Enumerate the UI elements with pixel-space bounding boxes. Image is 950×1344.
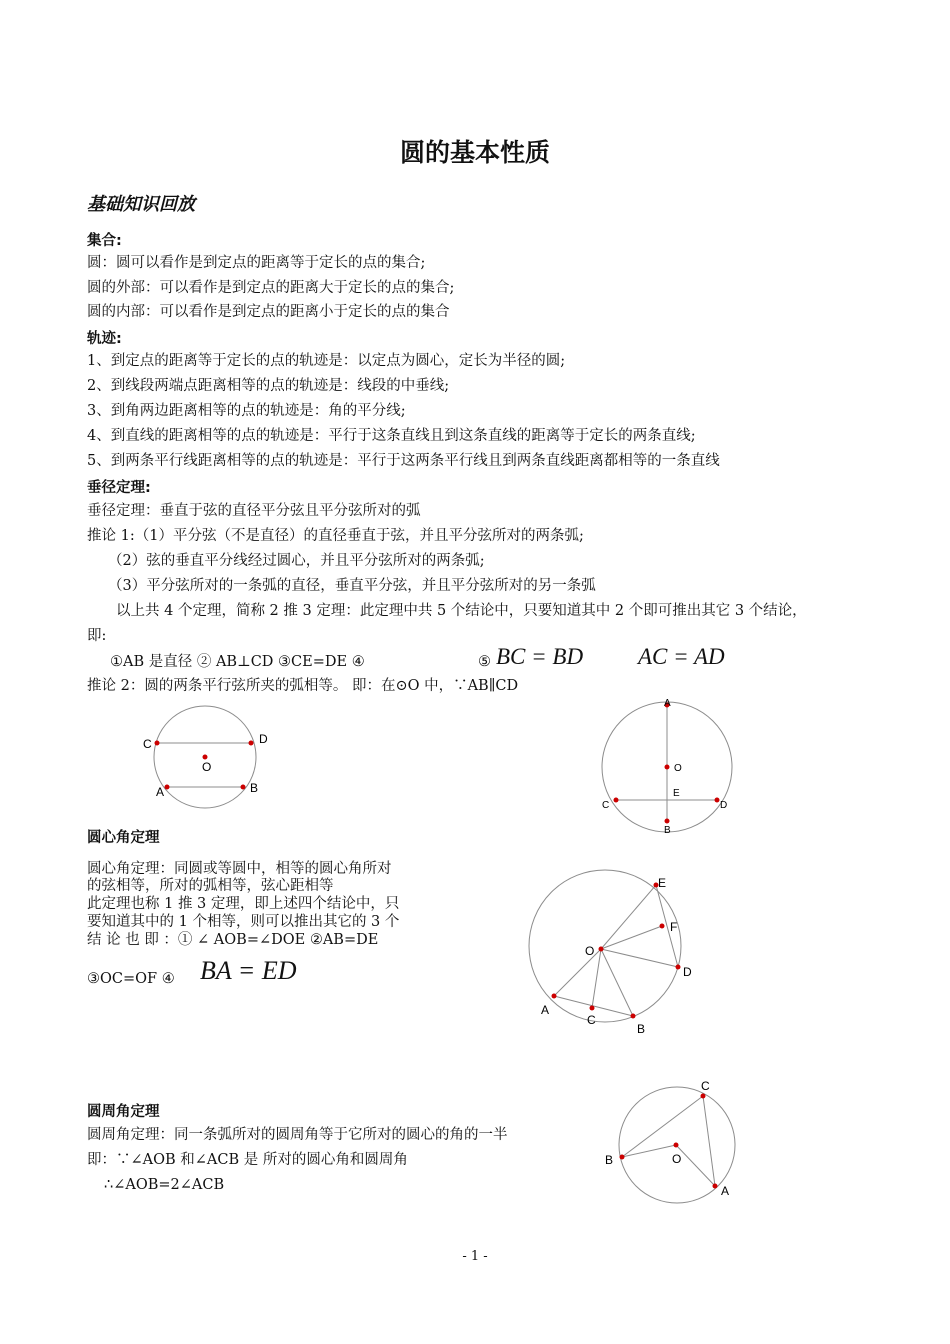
fig2-label-a: A bbox=[664, 698, 671, 709]
fig3-radius-od bbox=[601, 949, 678, 967]
central-line-1: 圆心角定理：同圆或等圆中，相等的圆心角所对 bbox=[87, 861, 392, 877]
central-last: ③OC=OF ④ bbox=[87, 971, 175, 987]
fig4-point-o bbox=[674, 1143, 679, 1148]
section-title: 基础知识回放 bbox=[87, 194, 195, 215]
fig4-label-o: O bbox=[672, 1152, 682, 1166]
perp-cond5: ⑤ bbox=[478, 654, 491, 670]
fig2-point-o bbox=[665, 765, 670, 770]
fig3-point-o bbox=[599, 947, 604, 952]
perp-line-6: 即: bbox=[87, 628, 107, 644]
fig1-label-b: B bbox=[250, 781, 259, 795]
set-line-2: 圆的外部：可以看作是到定点的距离大于定长的点的集合; bbox=[87, 280, 455, 296]
locus-line-1: 1、到定点的距离等于定长的点的轨迹是：以定点为圆心，定长为半径的圆; bbox=[87, 353, 566, 369]
fig3-radius-oe bbox=[601, 885, 656, 949]
fig4-label-b: B bbox=[605, 1153, 614, 1167]
fig4-point-b bbox=[620, 1155, 625, 1160]
perp-corollary-2: 推论 2：圆的两条平行弦所夹的弧相等。 即：在⊙O 中，∵AB∥CD bbox=[87, 678, 519, 694]
fig3-radius-of bbox=[601, 926, 662, 949]
fig4-point-a bbox=[713, 1184, 718, 1189]
perp-line-5: 以上共 4 个定理，简称 2 推 3 定理：此定理中共 5 个结论中，只要知道其中 2 个即可推出其它 3 个结论， bbox=[116, 603, 807, 619]
arc-equation-ba-ed: BA = ED bbox=[200, 956, 297, 985]
inscribed-line-2: 即：∵∠AOB 和∠ACB 是 所对的圆心角和圆周角 bbox=[87, 1152, 408, 1168]
locus-heading: 轨迹: bbox=[87, 331, 122, 347]
fig1-label-c: C bbox=[143, 737, 152, 751]
fig4-chord-ca bbox=[703, 1096, 715, 1186]
perp-line-2: 推论 1:（1）平分弦（不是直径）的直径垂直于弦，并且平分弦所对的两条弧; bbox=[87, 528, 584, 544]
locus-line-4: 4、到直线的距离相等的点的轨迹是：平行于这条直线且到这条直线的距离等于定长的两条直线; bbox=[87, 428, 696, 444]
fig2-point-b bbox=[665, 819, 670, 824]
perp-heading: 垂径定理: bbox=[87, 480, 151, 496]
perp-line-1: 垂径定理：垂直于弦的直径平分弦且平分弦所对的弧 bbox=[87, 503, 421, 519]
fig1-label-a: A bbox=[156, 785, 165, 799]
fig2-label-d: D bbox=[720, 800, 728, 811]
fig2-label-o: O bbox=[674, 763, 682, 774]
inscribed-heading: 圆周角定理 bbox=[87, 1104, 160, 1120]
arc-equation-bc-bd: BC = BD bbox=[496, 644, 584, 669]
perp-line-4: （3）平分弦所对的一条弧的直径，垂直平分弦，并且平分弦所对的另一条弧 bbox=[108, 578, 596, 594]
set-heading: 集合: bbox=[87, 233, 122, 249]
set-line-3: 圆的内部：可以看作是到定点的距离小于定长的点的集合 bbox=[87, 304, 450, 320]
perp-line-3: （2）弦的垂直平分线经过圆心，并且平分弦所对的两条弧; bbox=[108, 553, 485, 569]
fig4-label-a: A bbox=[721, 1184, 730, 1198]
fig3-point-d bbox=[676, 965, 681, 970]
central-line-5: 结 论 也 即 ：① ∠ AOB=∠DOE ②AB=DE bbox=[87, 932, 379, 948]
figure-perpendicular-diameter bbox=[590, 693, 740, 843]
perp-conditions: ①AB 是直径 ② AB⊥CD ③CE=DE ④ bbox=[110, 654, 365, 670]
fig3-point-f bbox=[660, 924, 665, 929]
locus-line-5: 5、到两条平行线距离相等的点的轨迹是：平行于这两条平行线且到两条直线距离都相等的一条直线 bbox=[87, 453, 720, 469]
fig3-label-b: B bbox=[637, 1022, 646, 1036]
figure-inscribed-angle bbox=[600, 1075, 750, 1205]
fig1-point-o bbox=[203, 755, 208, 760]
central-line-3: 此定理也称 1 推 3 定理，即上述四个结论中，只 bbox=[87, 896, 400, 912]
fig1-label-o: O bbox=[202, 760, 212, 774]
fig2-point-d bbox=[715, 798, 720, 803]
arc-equation-ac-ad: AC = AD bbox=[638, 644, 725, 669]
set-line-1: 圆：圆可以看作是到定点的距离等于定长的点的集合; bbox=[87, 255, 426, 271]
page-number: - 1 - bbox=[462, 1249, 488, 1264]
fig3-label-d: D bbox=[683, 965, 692, 979]
fig3-point-c bbox=[590, 1006, 595, 1011]
fig3-label-c: C bbox=[587, 1013, 596, 1027]
fig1-point-b bbox=[241, 785, 246, 790]
inscribed-line-3: ∴∠AOB=2∠ACB bbox=[104, 1177, 225, 1193]
fig3-label-a: A bbox=[541, 1003, 550, 1017]
central-heading: 圆心角定理 bbox=[87, 830, 160, 846]
fig3-label-f: F bbox=[670, 920, 678, 934]
fig2-point-c bbox=[614, 798, 619, 803]
inscribed-line-1: 圆周角定理：同一条弧所对的圆周角等于它所对的圆心的角的一半 bbox=[87, 1127, 508, 1143]
fig1-point-d bbox=[249, 741, 254, 746]
fig1-point-c bbox=[155, 741, 160, 746]
fig3-point-a bbox=[552, 994, 557, 999]
fig2-label-b: B bbox=[664, 825, 671, 836]
fig4-radius-oa bbox=[676, 1145, 715, 1186]
fig3-radius-ob bbox=[601, 949, 633, 1016]
central-line-2: 的弦相等，所对的弧相等，弦心距相等 bbox=[87, 878, 334, 894]
fig3-label-e: E bbox=[658, 876, 667, 890]
figure-central-angles bbox=[520, 862, 720, 1042]
fig4-point-c bbox=[701, 1094, 706, 1099]
fig3-point-b bbox=[631, 1014, 636, 1019]
locus-line-3: 3、到角两边距离相等的点的轨迹是：角的平分线; bbox=[87, 403, 406, 419]
fig4-label-c: C bbox=[701, 1079, 710, 1093]
locus-line-2: 2、到线段两端点距离相等的点的轨迹是：线段的中垂线; bbox=[87, 378, 450, 394]
fig3-label-o: O bbox=[585, 944, 595, 958]
page-title: 圆的基本性质 bbox=[399, 138, 550, 167]
central-line-4: 要知道其中的 1 个相等，则可以推出其它的 3 个 bbox=[87, 914, 400, 930]
fig2-label-c: C bbox=[602, 800, 610, 811]
fig2-label-e: E bbox=[673, 788, 680, 799]
fig1-label-d: D bbox=[259, 732, 268, 746]
fig1-point-a bbox=[165, 785, 170, 790]
figure-parallel-chords bbox=[130, 700, 280, 820]
